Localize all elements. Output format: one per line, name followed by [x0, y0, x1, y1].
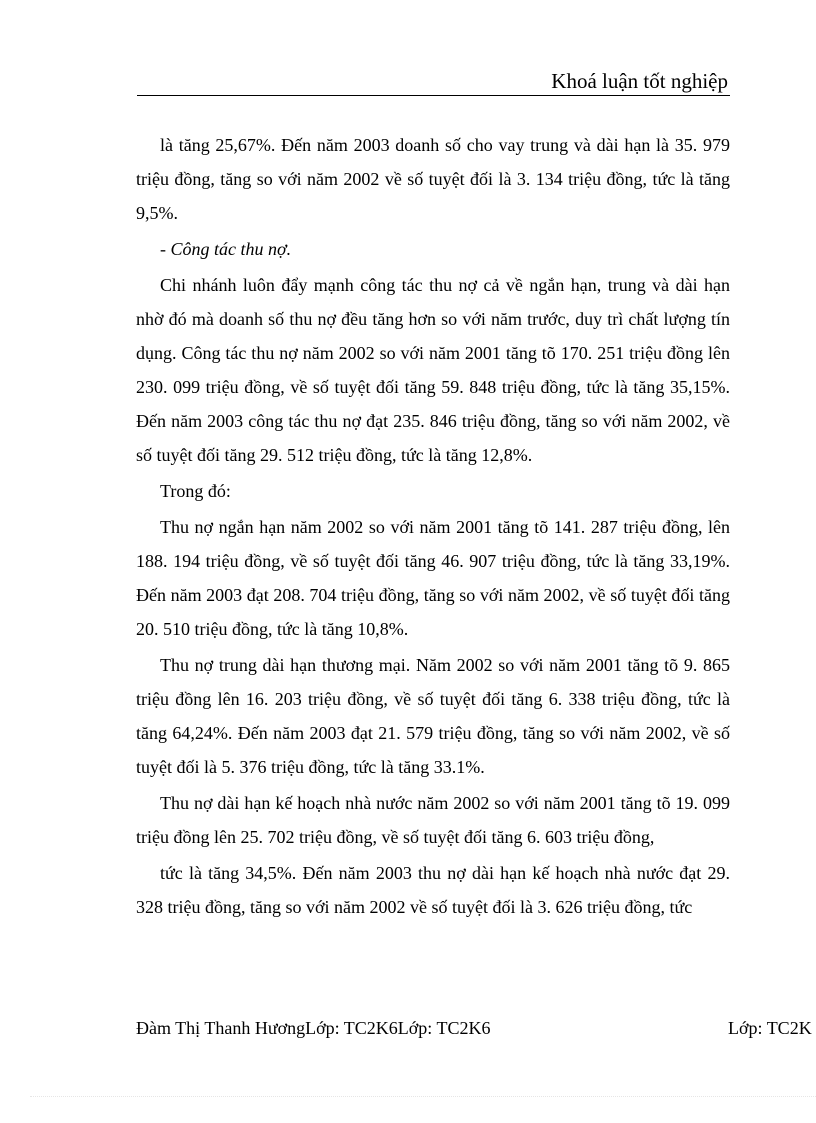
page-header-title: Khoá luận tốt nghiệp: [551, 69, 728, 93]
section-heading-debt-collection: - Công tác thu nợ.: [160, 239, 292, 259]
paragraph-debt-collection-overview: Chi nhánh luôn đẩy mạnh công tác thu nợ cả về ngắn hạn, trung và dài hạn nhờ đó mà doanh số thu nợ đều tăng hơn so với năm trước, duy trì chất lượng tín dụng. Công tác thu nợ năm 2002 so với năm 2001 tăng tõ 170. 251 triệu đồng lên 230. 099 triệu đồng, về số tuyệt đối tăng 59. 848 triệu đồng, tức là tăng 35,15%. Đến năm 2003 công tác thu nợ đạt 235. 846 triệu đồng, tăng so với năm 2002, về số tuyệt đối tăng 29. 512 triệu đồng, tức là tăng 12,8%.: [136, 275, 730, 465]
header-divider: [137, 95, 730, 96]
paragraph-state-plan-collection: Thu nợ dài hạn kế hoạch nhà nước năm 2002 so với năm 2001 tăng tõ 19. 099 triệu đồng lên 25. 702 triệu đồng, về số tuyệt đối tăng 6. 603 triệu đồng,: [136, 793, 730, 847]
page-bottom-divider: [30, 1096, 816, 1097]
footer-class: Lớp: TC2K: [728, 1018, 812, 1038]
paragraph-loan-growth: là tăng 25,67%. Đến năm 2003 doanh số cho vay trung và dài hạn là 35. 979 triệu đồng, tăng so với năm 2002 về số tuyệt đối là 3. 134 triệu đồng, tức là tăng 9,5%.: [136, 135, 730, 223]
paragraph-medium-long-commercial-collection: Thu nợ trung dài hạn thương mại. Năm 2002 so với năm 2001 tăng tõ 9. 865 triệu đồng lên 16. 203 triệu đồng, về số tuyệt đối tăng 6. 338 triệu đồng, tức là tăng 64,24%. Đến năm 2003 đạt 21. 579 triệu đồng, tăng so với năm 2002, về số tuyệt đối là 5. 376 triệu đồng, tức là tăng 33.1%.: [136, 655, 730, 777]
paragraph-of-which: Trong đó:: [160, 481, 231, 501]
paragraph-short-term-collection: Thu nợ ngắn hạn năm 2002 so với năm 2001 tăng tõ 141. 287 triệu đồng, lên 188. 194 triệu đồng, về số tuyệt đối tăng 46. 907 triệu đồng, tức là tăng 33,19%. Đến năm 2003 đạt 208. 704 triệu đồng, tăng so với năm 2002, về số tuyệt đối tăng 20. 510 triệu đồng, tức là tăng 10,8%.: [136, 517, 730, 639]
document-body: [136, 128, 730, 924]
footer-author: Đàm Thị Thanh HươngLớp: TC2K6Lớp: TC2K6: [136, 1018, 491, 1038]
paragraph-state-plan-collection-cont: tức là tăng 34,5%. Đến năm 2003 thu nợ dài hạn kế hoạch nhà nước đạt 29. 328 triệu đồng, tăng so với năm 2002 về số tuyệt đối là 3. 626 triệu đồng, tức: [136, 863, 730, 917]
